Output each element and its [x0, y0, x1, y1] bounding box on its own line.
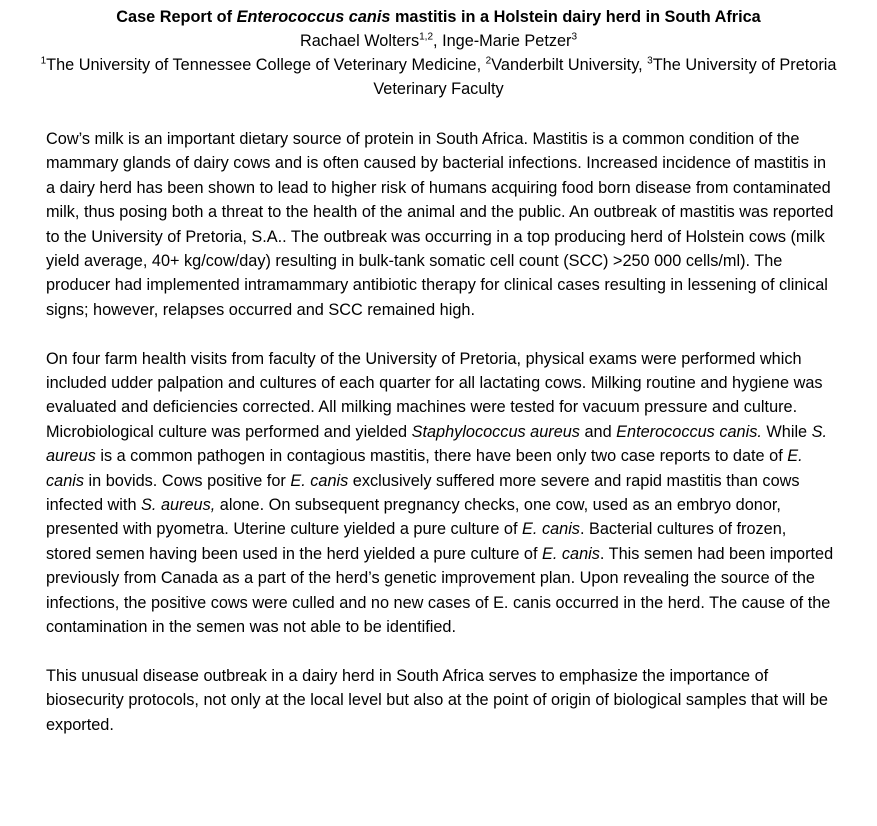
abstract-body	[46, 127, 836, 737]
species-name: E. canis	[522, 520, 580, 539]
author-2: , Inge-Marie Petzer	[433, 32, 572, 50]
species-name: E. canis	[290, 471, 349, 490]
p2-text: exclusively suffered more severe and rapid mastitis than cows infected with	[46, 471, 800, 515]
affil-3-mark: 3	[647, 55, 653, 67]
species-name: E. canis	[46, 447, 803, 490]
paper-title	[0, 5, 877, 29]
species-name: Enterococcus canis.	[616, 422, 762, 441]
affil-1-mark: 1	[40, 55, 47, 67]
p2-text: and	[579, 422, 617, 441]
species-name: E. canis	[542, 544, 600, 563]
species-name: S. aureus,	[141, 496, 216, 515]
author-1-affil-marks: 1,2	[419, 31, 434, 43]
species-name: Staphylococcus aureus	[411, 422, 580, 441]
p2-text: On four farm health visits from faculty of the University of Pretoria, physical exams were performed which included udder palpation and cultures of each quarter for all lactating cows. Milking routine and hygiene was evaluated and deficiencies corrected. All milking machines were tested for vacuum pressure and culture. Microbiological culture was performed and yielded	[46, 349, 823, 441]
author-1: Rachael Wolters	[299, 32, 420, 50]
affil-3: The University of Pretoria Veterinary Faculty	[373, 56, 837, 98]
paragraph-1: Cow’s milk is an important dietary source of protein in South Africa. Mastitis is a common condition of the mammary glands of dairy cows and is often caused by bacterial infections. Increased incidence of mastitis in a dairy herd has been shown to lead to higher risk of humans acquiring food born disease from contaminated milk, thus posing both a threat to the health of the animal and the public. An outbreak of mastitis was reported to the University of Pretoria, S.A.. The outbreak was occurring in a top producing herd of Holstein cows (milk yield average, 40+ kg/cow/day) resulting in bulk-tank somatic cell count (SCC) >250 000 cells/ml). The producer had implemented intramammary antibiotic therapy for clinical cases resulting in lessening of clinical signs; however, relapses occurred and SCC remained high.	[46, 130, 834, 319]
paragraph-2	[46, 347, 836, 640]
p2-text: alone. On subsequent pregnancy checks, one cow, used as an embryo donor, presented with pyometra. Uterine culture yielded a pure culture of	[46, 496, 781, 539]
header	[0, 5, 877, 101]
author-line	[0, 29, 877, 53]
title-prefix: Case Report of	[116, 8, 237, 26]
affiliations	[0, 53, 877, 101]
species-name: S. aureus	[46, 422, 828, 466]
paragraph-3: This unusual disease outbreak in a dairy herd in South Africa serves to emphasize the importance of biosecurity protocols, not only at the local level but also at the point of origin of biological samples that will be exported.	[46, 666, 828, 734]
affil-1: The University of Tennessee College of Veterinary Medicine,	[46, 56, 486, 74]
p2-text: in bovids. Cows positive for	[84, 471, 291, 490]
author-2-affil-mark: 3	[571, 31, 578, 43]
p2-text: . This semen had been imported previously from Canada as a part of the herd’s genetic improvement plan. Upon revealing the source of the infections, the positive cows were culled and no new cases of E. canis occurred in the herd. The cause of the contamination in the semen was not able to be identified.	[46, 544, 834, 637]
p2-text: While	[761, 422, 812, 441]
affil-2-mark: 2	[485, 55, 492, 67]
p2-text: is a common pathogen in contagious mastitis, there have been only two case reports to date of	[95, 447, 788, 466]
p2-text: . Bacterial cultures of frozen, stored semen having been used in the herd yielded a pure culture of	[46, 520, 787, 563]
affil-2: Vanderbilt University,	[491, 56, 648, 74]
title-species: Enterococcus canis	[236, 8, 391, 26]
title-suffix: mastitis in a Holstein dairy herd in South Africa	[390, 8, 761, 26]
